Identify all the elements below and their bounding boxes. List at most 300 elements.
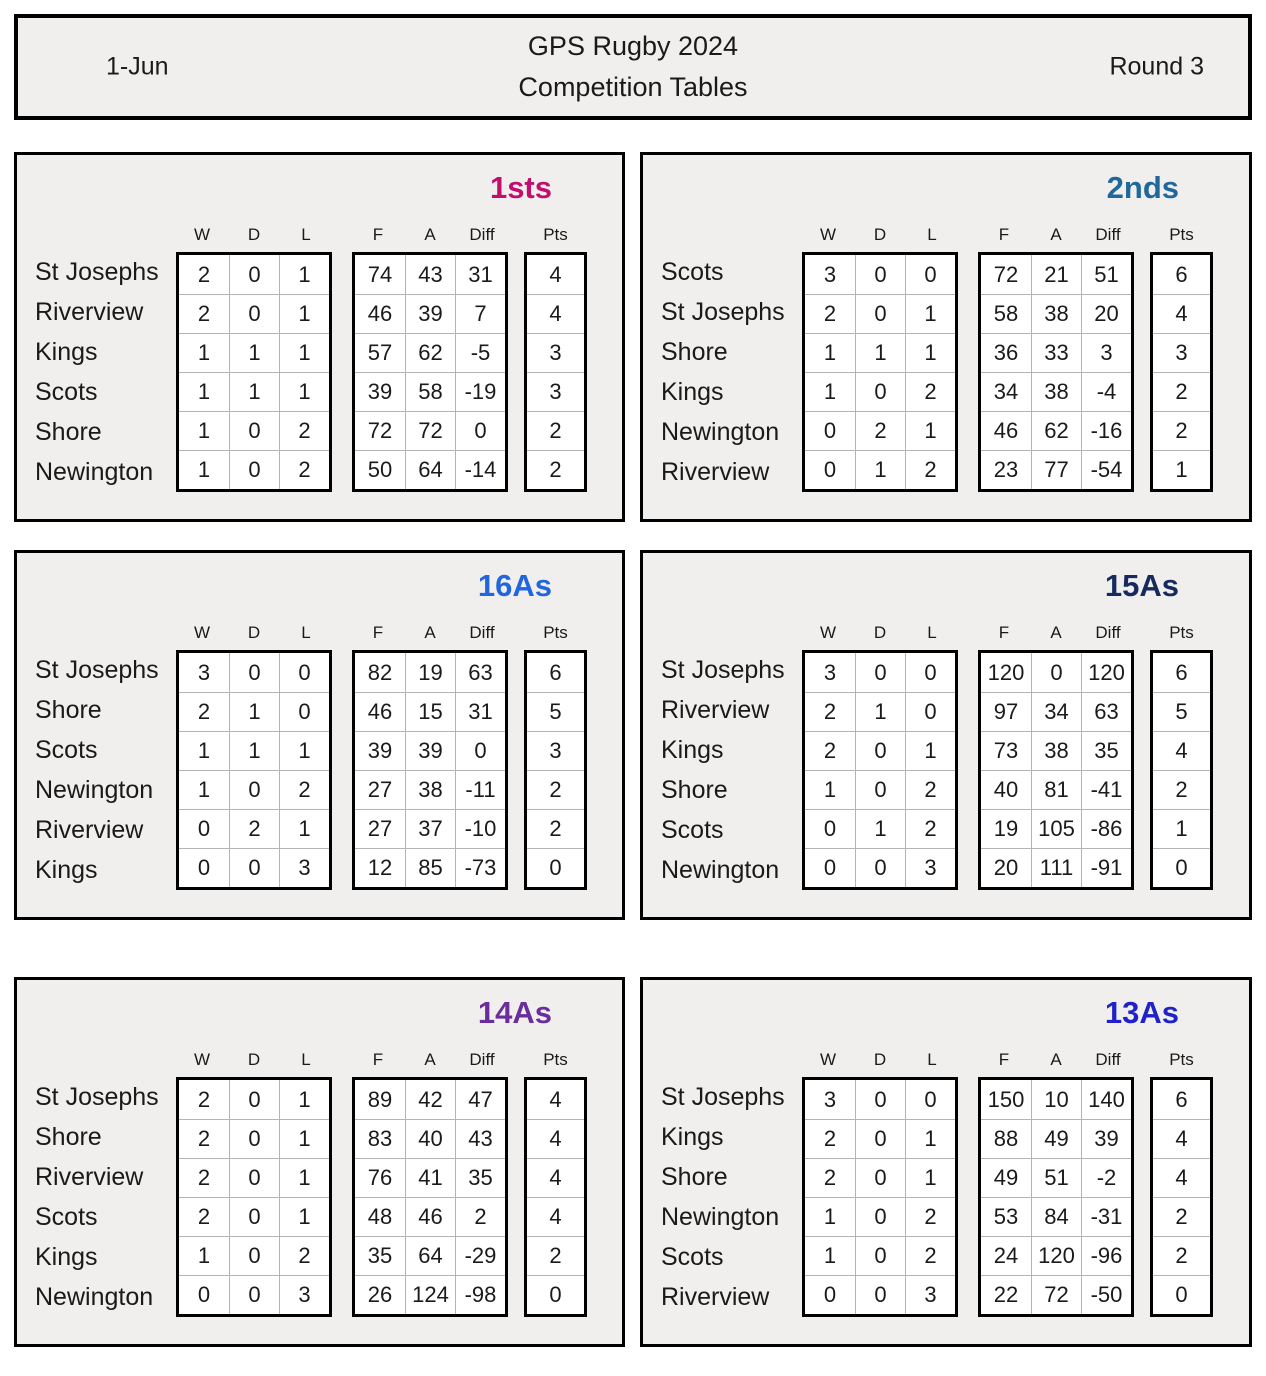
d-cell: 0 xyxy=(855,372,905,411)
l-cell: 3 xyxy=(279,848,329,887)
pts-cell: 4 xyxy=(549,1086,562,1112)
col-header-diff: Diff xyxy=(1095,623,1121,642)
pts-box xyxy=(1150,252,1213,492)
l-cell: 3 xyxy=(905,848,955,887)
f-cell: 40 xyxy=(981,770,1031,809)
team-name: Newington xyxy=(661,855,780,884)
fad-column-headers xyxy=(352,1045,508,1077)
a-cell: 19 xyxy=(405,653,455,692)
w-cell: 2 xyxy=(805,1158,855,1197)
d-cell: 0 xyxy=(229,1197,279,1236)
diff-cell: 120 xyxy=(1081,653,1131,692)
diff-cell: 47 xyxy=(455,1080,505,1119)
a-cell: 62 xyxy=(405,333,455,372)
division-panel xyxy=(640,152,1252,522)
l-cell: 1 xyxy=(279,294,329,333)
w-cell: 1 xyxy=(179,372,229,411)
wdl-box xyxy=(176,252,332,492)
diff-cell: 0 xyxy=(455,411,505,450)
team-name: St Josephs xyxy=(35,655,159,684)
col-header-w: W xyxy=(193,225,211,244)
d-cell: 0 xyxy=(229,770,279,809)
l-cell: 0 xyxy=(279,653,329,692)
w-cell: 1 xyxy=(179,1236,229,1275)
col-header-d: D xyxy=(873,623,887,642)
standings-table xyxy=(35,1045,622,1317)
col-header-w: W xyxy=(819,225,837,244)
division-title: 1sts xyxy=(489,170,552,205)
a-cell: 15 xyxy=(405,692,455,731)
standings-table xyxy=(35,618,622,890)
diff-cell: -2 xyxy=(1081,1158,1131,1197)
col-header-diff: Diff xyxy=(469,225,495,244)
a-cell: 105 xyxy=(1031,809,1081,848)
d-cell: 0 xyxy=(855,1275,905,1314)
pts-box xyxy=(524,1077,587,1317)
d-cell: 1 xyxy=(855,450,905,489)
w-cell: 1 xyxy=(805,333,855,372)
team-name: Newington xyxy=(661,1202,780,1231)
w-cell: 1 xyxy=(179,411,229,450)
pts-cell: 2 xyxy=(1153,411,1210,450)
w-cell: 2 xyxy=(179,294,229,333)
pts-cell: 3 xyxy=(527,333,584,372)
team-name: Kings xyxy=(661,1122,724,1151)
a-cell: 62 xyxy=(1031,411,1081,450)
w-cell: 1 xyxy=(179,770,229,809)
fad-box xyxy=(978,252,1134,492)
d-cell: 0 xyxy=(229,1119,279,1158)
diff-cell: 39 xyxy=(1081,1119,1131,1158)
diff-cell: 35 xyxy=(1081,731,1131,770)
pts-column-header xyxy=(1150,1045,1213,1077)
division-title: 2nds xyxy=(1106,170,1179,205)
d-cell: 2 xyxy=(229,809,279,848)
a-cell: 64 xyxy=(405,450,455,489)
col-header-f: F xyxy=(998,225,1010,244)
l-cell: 1 xyxy=(279,1119,329,1158)
d-cell: 0 xyxy=(229,1236,279,1275)
f-cell: 49 xyxy=(981,1158,1031,1197)
f-cell: 46 xyxy=(355,692,405,731)
f-cell: 46 xyxy=(981,411,1031,450)
standings-table xyxy=(661,220,1249,492)
col-header-l: L xyxy=(927,623,937,642)
diff-cell: -98 xyxy=(455,1275,505,1314)
diff-cell: -19 xyxy=(455,372,505,411)
col-header-a: A xyxy=(424,225,436,244)
diff-cell: -31 xyxy=(1081,1197,1131,1236)
f-cell: 58 xyxy=(981,294,1031,333)
w-cell: 1 xyxy=(805,1197,855,1236)
diff-cell: -29 xyxy=(455,1236,505,1275)
fad-box xyxy=(352,1077,508,1317)
team-name: Riverview xyxy=(35,297,144,326)
pts-box xyxy=(1150,1077,1213,1317)
d-cell: 1 xyxy=(229,692,279,731)
team-name: Scots xyxy=(35,377,98,406)
team-name: Riverview xyxy=(661,695,770,724)
fad-column-headers xyxy=(352,220,508,252)
pts-cell: 6 xyxy=(1175,261,1188,287)
w-cell: 0 xyxy=(805,450,855,489)
d-cell: 0 xyxy=(229,653,279,692)
diff-cell: 31 xyxy=(455,692,505,731)
col-header-d: D xyxy=(247,623,261,642)
standings-table xyxy=(661,1045,1249,1317)
l-cell: 2 xyxy=(905,450,955,489)
w-cell: 3 xyxy=(197,659,211,685)
fad-box xyxy=(352,650,508,890)
col-header-a: A xyxy=(1050,1050,1062,1069)
team-name: St Josephs xyxy=(661,655,785,684)
a-cell: 49 xyxy=(1031,1119,1081,1158)
l-cell: 1 xyxy=(905,1158,955,1197)
team-name: Scots xyxy=(661,1242,724,1271)
pts-cell: 6 xyxy=(1175,1086,1188,1112)
d-cell: 0 xyxy=(855,1080,905,1119)
a-cell: 72 xyxy=(405,411,455,450)
a-cell: 21 xyxy=(1031,255,1081,294)
col-header-l: L xyxy=(301,623,311,642)
diff-cell: -16 xyxy=(1081,411,1131,450)
w-cell: 2 xyxy=(805,1119,855,1158)
col-header-pts: Pts xyxy=(1169,1050,1194,1069)
a-cell: 77 xyxy=(1031,450,1081,489)
l-cell: 1 xyxy=(905,1119,955,1158)
pts-cell: 1 xyxy=(1153,450,1210,489)
f-cell: 120 xyxy=(987,659,1025,685)
pts-box xyxy=(1150,650,1213,890)
f-cell: 46 xyxy=(355,294,405,333)
pts-cell: 4 xyxy=(527,1197,584,1236)
wdl-box xyxy=(176,650,332,890)
pts-cell: 0 xyxy=(527,848,584,887)
wdl-box xyxy=(802,1077,958,1317)
team-name: Shore xyxy=(35,417,102,446)
a-cell: 84 xyxy=(1031,1197,1081,1236)
col-header-l: L xyxy=(927,225,937,244)
wdl-box xyxy=(802,650,958,890)
team-name: Riverview xyxy=(661,457,770,486)
team-name: Shore xyxy=(661,337,728,366)
a-cell: 111 xyxy=(1031,848,1081,887)
competition-title xyxy=(518,26,747,108)
col-header-a: A xyxy=(424,1050,436,1069)
col-header-diff: Diff xyxy=(1095,1050,1121,1069)
pts-cell: 0 xyxy=(527,1275,584,1314)
f-cell: 19 xyxy=(981,809,1031,848)
division-title: 13As xyxy=(1104,995,1179,1030)
a-cell: 33 xyxy=(1031,333,1081,372)
f-cell: 150 xyxy=(987,1086,1025,1112)
pts-cell: 5 xyxy=(1153,692,1210,731)
pts-cell: 4 xyxy=(527,1119,584,1158)
fad-box xyxy=(978,1077,1134,1317)
diff-cell: 0 xyxy=(455,731,505,770)
l-cell: 1 xyxy=(905,294,955,333)
col-header-f: F xyxy=(998,1050,1010,1069)
diff-cell: 3 xyxy=(1081,333,1131,372)
d-cell: 0 xyxy=(855,848,905,887)
fad-box xyxy=(352,252,508,492)
f-cell: 53 xyxy=(981,1197,1031,1236)
l-cell: 3 xyxy=(905,1275,955,1314)
w-cell: 2 xyxy=(805,294,855,333)
l-cell: 1 xyxy=(279,1158,329,1197)
pts-cell: 5 xyxy=(527,692,584,731)
diff-cell: -73 xyxy=(455,848,505,887)
diff-cell: 63 xyxy=(1081,692,1131,731)
w-cell: 1 xyxy=(179,731,229,770)
a-cell: 38 xyxy=(405,770,455,809)
w-cell: 2 xyxy=(179,1197,229,1236)
pts-cell: 2 xyxy=(527,450,584,489)
diff-cell: 20 xyxy=(1081,294,1131,333)
a-cell: 85 xyxy=(405,848,455,887)
pts-cell: 2 xyxy=(1153,1236,1210,1275)
f-cell: 72 xyxy=(993,261,1019,287)
f-cell: 82 xyxy=(367,659,393,685)
team-name: Shore xyxy=(661,1162,728,1191)
f-cell: 22 xyxy=(981,1275,1031,1314)
diff-cell: -86 xyxy=(1081,809,1131,848)
a-cell: 43 xyxy=(405,255,455,294)
col-header-pts: Pts xyxy=(543,623,568,642)
diff-cell: -11 xyxy=(455,770,505,809)
pts-cell: 0 xyxy=(1153,848,1210,887)
l-cell: 1 xyxy=(905,333,955,372)
d-cell: 1 xyxy=(229,333,279,372)
team-name: Newington xyxy=(35,775,154,804)
l-cell: 1 xyxy=(279,1080,329,1119)
l-cell: 2 xyxy=(905,809,955,848)
d-cell: 0 xyxy=(229,255,279,294)
d-cell: 1 xyxy=(229,372,279,411)
w-cell: 2 xyxy=(179,1119,229,1158)
f-cell: 23 xyxy=(981,450,1031,489)
team-name: Newington xyxy=(35,1282,154,1311)
pts-column-header xyxy=(524,220,587,252)
diff-cell: -4 xyxy=(1081,372,1131,411)
pts-column-header xyxy=(1150,220,1213,252)
division-panel xyxy=(640,977,1252,1347)
wdl-column-headers xyxy=(802,618,958,650)
w-cell: 2 xyxy=(197,1086,211,1112)
wdl-box xyxy=(802,252,958,492)
fad-column-headers xyxy=(978,618,1134,650)
diff-cell: 2 xyxy=(455,1197,505,1236)
col-header-pts: Pts xyxy=(543,1050,568,1069)
f-cell: 39 xyxy=(355,731,405,770)
d-cell: 0 xyxy=(229,411,279,450)
w-cell: 0 xyxy=(805,809,855,848)
col-header-d: D xyxy=(247,225,261,244)
f-cell: 12 xyxy=(355,848,405,887)
a-cell: 51 xyxy=(1031,1158,1081,1197)
f-cell: 27 xyxy=(355,809,405,848)
l-cell: 0 xyxy=(279,692,329,731)
f-cell: 27 xyxy=(355,770,405,809)
l-cell: 1 xyxy=(279,809,329,848)
f-cell: 57 xyxy=(355,333,405,372)
f-cell: 48 xyxy=(355,1197,405,1236)
header-bar xyxy=(14,14,1252,120)
w-cell: 2 xyxy=(179,692,229,731)
panels-grid xyxy=(14,152,1252,1347)
pts-cell: 2 xyxy=(527,770,584,809)
diff-cell: -14 xyxy=(455,450,505,489)
team-name: St Josephs xyxy=(35,257,159,286)
fad-box xyxy=(978,650,1134,890)
a-cell: 41 xyxy=(405,1158,455,1197)
diff-cell: 35 xyxy=(455,1158,505,1197)
f-cell: 24 xyxy=(981,1236,1031,1275)
team-name: Scots xyxy=(661,257,724,286)
diff-cell: -10 xyxy=(455,809,505,848)
a-cell: 42 xyxy=(405,1080,455,1119)
f-cell: 20 xyxy=(981,848,1031,887)
l-cell: 1 xyxy=(905,731,955,770)
pts-box xyxy=(524,252,587,492)
a-cell: 124 xyxy=(405,1275,455,1314)
pts-box xyxy=(524,650,587,890)
diff-cell: -50 xyxy=(1081,1275,1131,1314)
f-cell: 36 xyxy=(981,333,1031,372)
a-cell: 38 xyxy=(1031,731,1081,770)
col-header-f: F xyxy=(372,623,384,642)
w-cell: 3 xyxy=(823,1086,837,1112)
division-panel xyxy=(14,152,625,522)
diff-cell: -54 xyxy=(1081,450,1131,489)
col-header-a: A xyxy=(1050,623,1062,642)
w-cell: 1 xyxy=(805,1236,855,1275)
l-cell: 2 xyxy=(905,1197,955,1236)
team-name: St Josephs xyxy=(661,1082,785,1111)
l-cell: 3 xyxy=(279,1275,329,1314)
f-cell: 72 xyxy=(355,411,405,450)
d-cell: 0 xyxy=(229,1158,279,1197)
f-cell: 34 xyxy=(981,372,1031,411)
a-cell: 39 xyxy=(405,294,455,333)
division-panel xyxy=(14,550,625,920)
d-cell: 0 xyxy=(229,294,279,333)
a-cell: 81 xyxy=(1031,770,1081,809)
pts-cell: 4 xyxy=(527,294,584,333)
pts-cell: 4 xyxy=(549,261,562,287)
l-cell: 0 xyxy=(905,255,955,294)
l-cell: 1 xyxy=(279,255,329,294)
d-cell: 0 xyxy=(855,1197,905,1236)
a-cell: 120 xyxy=(1031,1236,1081,1275)
f-cell: 88 xyxy=(981,1119,1031,1158)
l-cell: 0 xyxy=(905,692,955,731)
wdl-column-headers xyxy=(176,1045,332,1077)
team-name: Kings xyxy=(35,337,98,366)
team-name: Shore xyxy=(661,775,728,804)
col-header-a: A xyxy=(424,623,436,642)
col-header-w: W xyxy=(193,1050,211,1069)
l-cell: 2 xyxy=(279,770,329,809)
d-cell: 0 xyxy=(855,255,905,294)
team-name: Scots xyxy=(661,815,724,844)
pts-cell: 0 xyxy=(1153,1275,1210,1314)
w-cell: 2 xyxy=(179,1158,229,1197)
l-cell: 2 xyxy=(905,372,955,411)
w-cell: 0 xyxy=(805,848,855,887)
l-cell: 2 xyxy=(279,450,329,489)
col-header-pts: Pts xyxy=(543,225,568,244)
a-cell: 0 xyxy=(1031,653,1081,692)
d-cell: 1 xyxy=(855,692,905,731)
a-cell: 38 xyxy=(1031,294,1081,333)
wdl-box xyxy=(176,1077,332,1317)
col-header-d: D xyxy=(873,1050,887,1069)
team-name: Kings xyxy=(661,735,724,764)
col-header-a: A xyxy=(1050,225,1062,244)
pts-cell: 6 xyxy=(1175,659,1188,685)
pts-cell: 4 xyxy=(1153,1119,1210,1158)
w-cell: 0 xyxy=(179,848,229,887)
diff-cell: 63 xyxy=(455,653,505,692)
header-round: Round 3 xyxy=(1109,52,1204,81)
f-cell: 83 xyxy=(355,1119,405,1158)
col-header-d: D xyxy=(873,225,887,244)
col-header-w: W xyxy=(193,623,211,642)
pts-cell: 4 xyxy=(1153,294,1210,333)
pts-cell: 2 xyxy=(1153,1197,1210,1236)
l-cell: 1 xyxy=(905,411,955,450)
l-cell: 2 xyxy=(905,1236,955,1275)
team-name: Shore xyxy=(35,1122,102,1151)
division-title: 16As xyxy=(477,568,552,603)
col-header-l: L xyxy=(927,1050,937,1069)
pts-cell: 3 xyxy=(527,731,584,770)
col-header-w: W xyxy=(819,623,837,642)
d-cell: 0 xyxy=(229,450,279,489)
d-cell: 0 xyxy=(855,1158,905,1197)
pts-column-header xyxy=(1150,618,1213,650)
team-name: St Josephs xyxy=(35,1082,159,1111)
team-name: Riverview xyxy=(661,1282,770,1311)
w-cell: 2 xyxy=(805,731,855,770)
w-cell: 2 xyxy=(197,261,211,287)
col-header-f: F xyxy=(372,225,384,244)
pts-cell: 2 xyxy=(527,1236,584,1275)
diff-cell: -91 xyxy=(1081,848,1131,887)
wdl-column-headers xyxy=(802,1045,958,1077)
wdl-column-headers xyxy=(802,220,958,252)
competition-title-line2: Competition Tables xyxy=(518,72,748,102)
f-cell: 97 xyxy=(981,692,1031,731)
division-title: 14As xyxy=(477,995,552,1030)
fad-column-headers xyxy=(352,618,508,650)
a-cell: 10 xyxy=(1031,1080,1081,1119)
d-cell: 0 xyxy=(855,1236,905,1275)
w-cell: 2 xyxy=(805,692,855,731)
col-header-diff: Diff xyxy=(469,623,495,642)
pts-cell: 2 xyxy=(527,809,584,848)
a-cell: 40 xyxy=(405,1119,455,1158)
pts-cell: 3 xyxy=(527,372,584,411)
l-cell: 2 xyxy=(279,1236,329,1275)
a-cell: 58 xyxy=(405,372,455,411)
col-header-f: F xyxy=(372,1050,384,1069)
pts-cell: 6 xyxy=(549,659,562,685)
team-name: Kings xyxy=(661,377,724,406)
w-cell: 1 xyxy=(179,333,229,372)
division-panel xyxy=(640,550,1252,920)
